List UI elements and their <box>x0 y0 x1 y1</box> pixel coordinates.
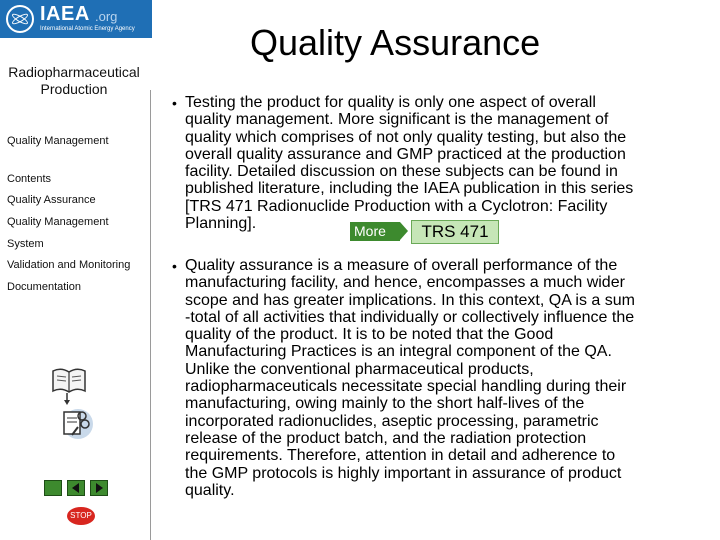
next-page-button[interactable] <box>90 480 108 496</box>
text-line: Testing the product for quality is only one aspect of overall <box>185 94 596 111</box>
sidebar-divider <box>150 90 151 540</box>
text-line: quality of the product. It is to be noted that the Good <box>185 326 554 344</box>
sidebar-item-quality-assurance[interactable]: Quality Assurance <box>7 194 96 206</box>
text-line: facility. Detailed discussion on these subjects can be found in <box>185 163 618 181</box>
sidebar-item-contents[interactable]: Contents <box>7 173 52 185</box>
sidebar-item-documentation[interactable]: Documentation <box>7 281 81 293</box>
previous-page-button[interactable] <box>67 480 85 496</box>
text-line: quality which comprises of not only quality testing, but also the <box>185 128 627 146</box>
logo-agency: International Atomic Energy Agency <box>40 26 135 32</box>
text-line: overall quality assurance and GMP practiced at the production <box>185 145 626 163</box>
logo-org: .org <box>95 9 118 24</box>
text-line: quality. <box>185 481 235 499</box>
page-title: Quality Assurance <box>250 22 541 63</box>
text-line: Manufacturing Practices is an integral component of the QA. <box>185 343 612 361</box>
iaea-logo[interactable] <box>0 0 152 38</box>
text-line: scope and has greater implications. In this context, QA is a sum <box>185 291 635 309</box>
sidebar-item-system[interactable]: System <box>7 238 44 250</box>
stop-button[interactable]: STOP <box>67 507 95 525</box>
bullet-1: • <box>172 95 177 111</box>
more-button[interactable]: More <box>350 222 400 241</box>
text-line: manufacturing, owing mainly to the short half-lives of the <box>185 395 585 413</box>
bullet-2: • <box>172 258 177 274</box>
paragraph-qa <box>185 257 697 499</box>
sidebar-item-validation-monitoring[interactable]: Validation and Monitoring <box>7 259 131 271</box>
sidebar-title-line2: Production <box>40 81 108 97</box>
atom-emblem-icon <box>6 5 34 33</box>
text-line: published literature, including the IAEA publication in this series <box>185 180 634 198</box>
text-line: incorporated radionuclides, aseptic processing, parametric <box>185 412 599 430</box>
text-line: -total of all activities that individually or collectively influence the <box>185 308 635 326</box>
open-book-icon <box>51 365 87 395</box>
text-line: quality management. More significant is the management of <box>185 111 609 129</box>
document-tools-icon <box>58 402 94 442</box>
text-line: [TRS 471 Radionuclide Production with a Cyclotron: Facility <box>185 197 608 215</box>
paragraph-gmp <box>185 94 697 232</box>
text-line: Quality assurance is a measure of overall performance of the <box>185 257 618 274</box>
logo-name: IAEA <box>40 3 90 25</box>
text-line: manufacturing facility, and hence, encompasses a much wider <box>185 274 625 292</box>
text-line: radiopharmaceuticals necessitate special handling during their <box>185 378 627 396</box>
text-line: Planning]. <box>185 215 257 233</box>
text-line: release of the product batch, and the radiation protection <box>185 429 587 447</box>
sidebar-title-line1: Radiopharmaceutical <box>8 64 140 80</box>
left-triangle-icon <box>68 481 84 495</box>
text-line: the GMP protocols is highly important in assurance of product <box>185 464 622 482</box>
first-page-button[interactable] <box>44 480 62 496</box>
sidebar-section-heading: Quality Management <box>7 135 109 147</box>
text-line: requirements. Therefore, attention in detail and adherence to <box>185 447 616 465</box>
trs-471-link[interactable]: TRS 471 <box>411 220 499 244</box>
right-triangle-icon <box>91 481 107 495</box>
text-line: Unlike the conventional pharmaceutical products, <box>185 360 534 378</box>
sidebar-item-quality-management[interactable]: Quality Management <box>7 216 109 228</box>
